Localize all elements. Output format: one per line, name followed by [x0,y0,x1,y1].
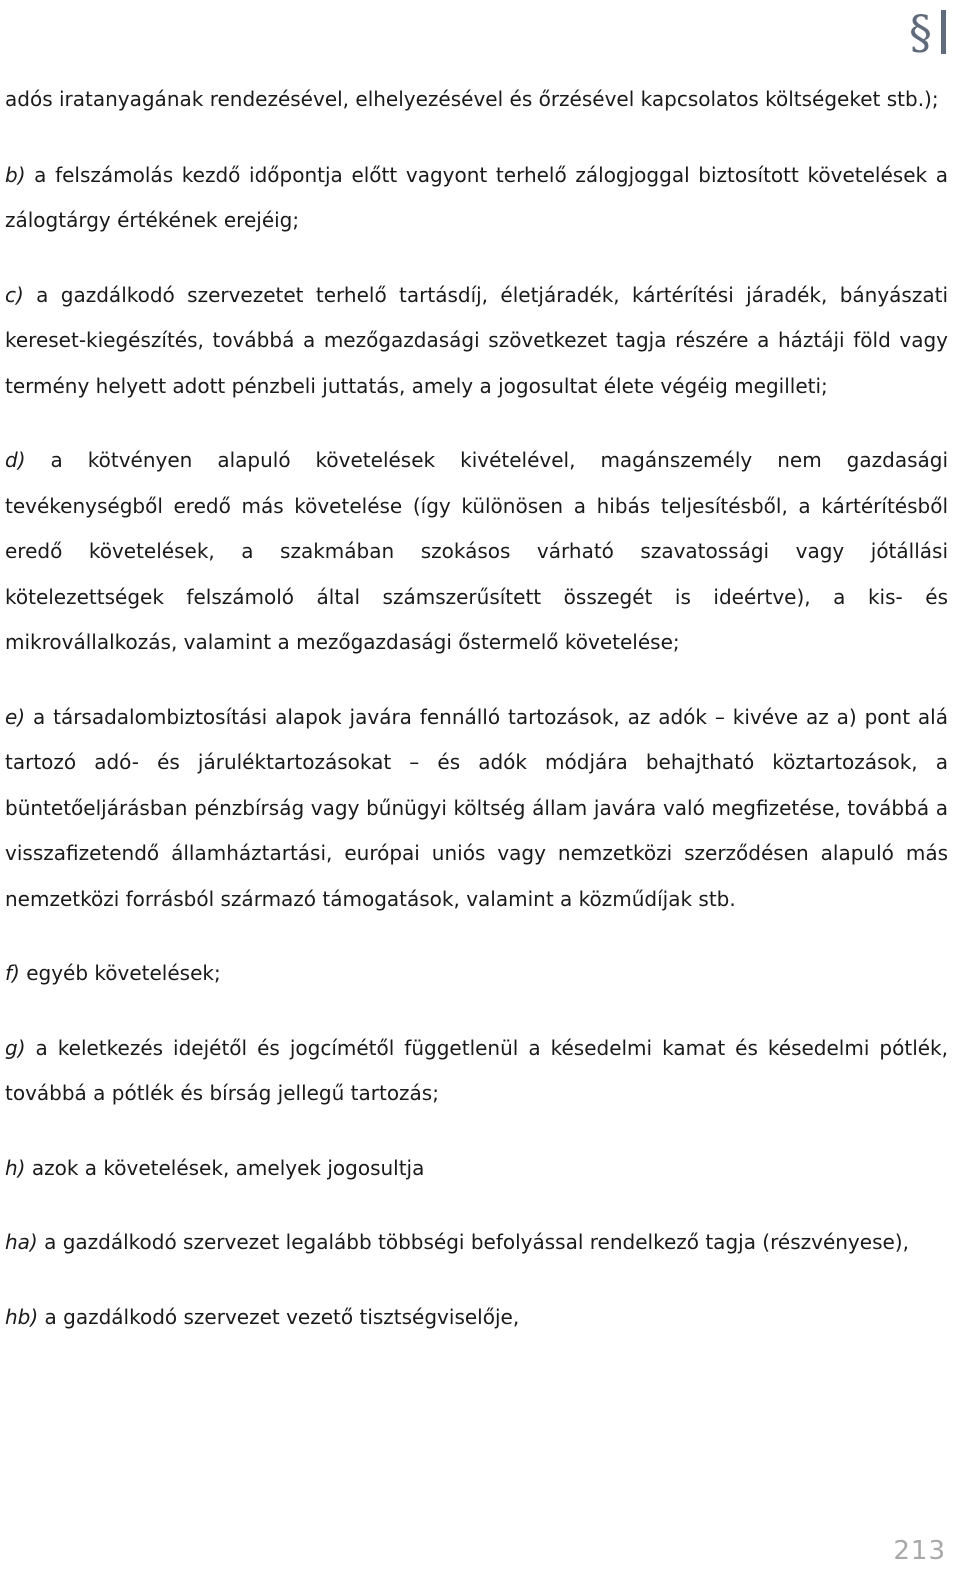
paragraph-label: ha) [5,1230,38,1254]
paragraph-text: a gazdálkodó szervezet vezető tisztségviselője, [38,1304,520,1329]
paragraph-label: e) [5,704,26,729]
document-body [5,77,948,1369]
paragraph-text: azok a követelések, amelyek jogosultja [25,1155,425,1180]
svg-text:§: § [909,5,932,56]
paragraph-text: a gazdálkodó szervezetet terhelő tartásdíj, életjáradék, kártérítési járadék, bányászati kereset-kiegészítés, továbbá a mezőgazdasági szövetkezet tagja részére a háztáji föld vagy termény helyett adott pénzbeli juttatás, amely a jogosultat élete végéig megilleti; [5,282,948,398]
paragraph-label: c) [5,282,24,307]
paragraph-f [5,951,948,997]
paragraph-label: b) [5,162,26,187]
paragraph-label: f) [5,961,20,985]
paragraph-text: egyéb követelések; [19,961,221,985]
paragraph-ha [5,1220,948,1266]
paragraph-g [5,1026,948,1117]
paragraph-h [5,1146,948,1192]
paragraph-e [5,695,948,923]
paragraph-text: adós iratanyagának rendezésével, elhelyezésével és őrzésével kapcsolatos költségeket stb.); [5,87,939,111]
paragraph-b [5,153,948,244]
paragraph-text: a társadalombiztosítási alapok javára fennálló tartozások, az adók – kivéve az a) pont alá tartozó adó- és járuléktartozásokat – és adók módjára behajtható köztartozások, a büntetőeljárásban pénzbírság vagy bűnügyi költség állam javára való megfizetése, továbbá a visszafizetendő államháztartási, európai uniós vagy nemzetközi szerződésen alapuló más nemzetközi forrásból származó támogatások, valamint a közműdíjak stb. [5,704,948,911]
page-number: 213 [893,1536,946,1566]
paragraph-text: a felszámolás kezdő időpontja előtt vagyont terhelő zálogjoggal biztosított követelések a zálogtárgy értékének erejéig; [5,162,948,232]
paragraph-d [5,438,948,666]
paragraph-hb [5,1295,948,1341]
paragraph-label: h) [5,1155,26,1180]
paragraph-label: hb) [5,1304,39,1329]
paragraph-label: d) [5,448,26,472]
paragraph-continuation [5,77,948,123]
paragraph-text: a gazdálkodó szervezet legalább többségi befolyással rendelkező tagja (részvényese), [37,1230,909,1254]
section-sign-logo-icon [908,4,952,56]
paragraph-text: a kötvényen alapuló követelések kivételével, magánszemély nem gazdasági tevékenységből eredő más követelése (így különösen a hibás teljesítésből, a kártérítésből eredő követelések, a szakmában szokásos várható szavatossági vagy jótállási kötelezettségek felszámoló által számszerűsített összegét is ideértve), a kis- és mikrovállalkozás, valamint a mezőgazdasági őstermelő követelése; [5,448,948,654]
paragraph-label: g) [5,1035,26,1060]
paragraph-c [5,273,948,410]
paragraph-text: a keletkezés idejétől és jogcímétől függetlenül a késedelmi kamat és késedelmi pótlék, továbbá a pótlék és bírság jellegű tartozás; [5,1035,948,1105]
